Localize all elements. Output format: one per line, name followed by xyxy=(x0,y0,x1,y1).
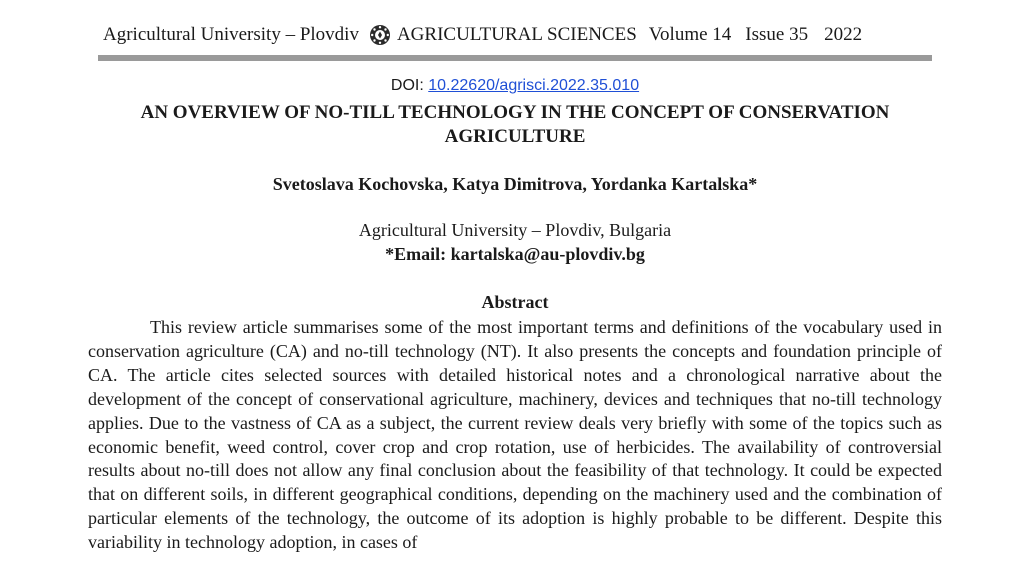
paper-title: AN OVERVIEW OF NO-TILL TECHNOLOGY IN THE CONCEPT OF CONSERVATION AGRICULTURE xyxy=(140,102,890,147)
journal-header xyxy=(103,22,931,48)
header-year: 2022 xyxy=(824,24,863,45)
header-issue: Issue 35 xyxy=(745,24,809,45)
abstract-body: This review article summarises some of the most important terms and definitions of the vocabulary used in conservation agriculture (CA) and no-till technology (NT). It also presents the concepts and foundation principle of CA. The article cites selected sources with detailed historical notes and a chronological narrative about the development of the concept of conservational agriculture, machinery, devices and techniques that no-till technology applies. Due to the vastness of CA as a subject, the current review deals very briefly with some of the topics such as economic benefit, weed control, cover crop and crop rotation, use of herbicides. The availability of controversial results about no-till does not allow any final conclusion about the feasibility of that technology. It could be expected that on different soils, in different geographical conditions, depending on the machinery used and the combination of particular elements of the technology, the outcome of its adoption is highly probable to be different. Despite this variability in technology adoption, in cases of xyxy=(88,317,942,553)
doi-link[interactable]: 10.22620/agrisci.2022.35.010 xyxy=(428,77,640,94)
affiliation: Agricultural University – Plovdiv, Bulgaria xyxy=(358,220,672,240)
university-seal-icon xyxy=(369,24,391,46)
header-rule xyxy=(98,55,932,61)
doi-label: DOI: xyxy=(390,77,424,94)
header-university: Agricultural University – Plovdiv xyxy=(103,24,359,45)
abstract-heading: Abstract xyxy=(481,292,549,312)
doi-line xyxy=(0,77,1030,95)
corresponding-email: *Email: kartalska@au-plovdiv.bg xyxy=(385,244,645,264)
author-list: Svetoslava Kochovska, Katya Dimitrova, Yordanka Kartalska* xyxy=(272,174,758,194)
header-journal: AGRICULTURAL SCIENCES xyxy=(396,24,637,45)
header-volume: Volume 14 xyxy=(648,24,732,45)
